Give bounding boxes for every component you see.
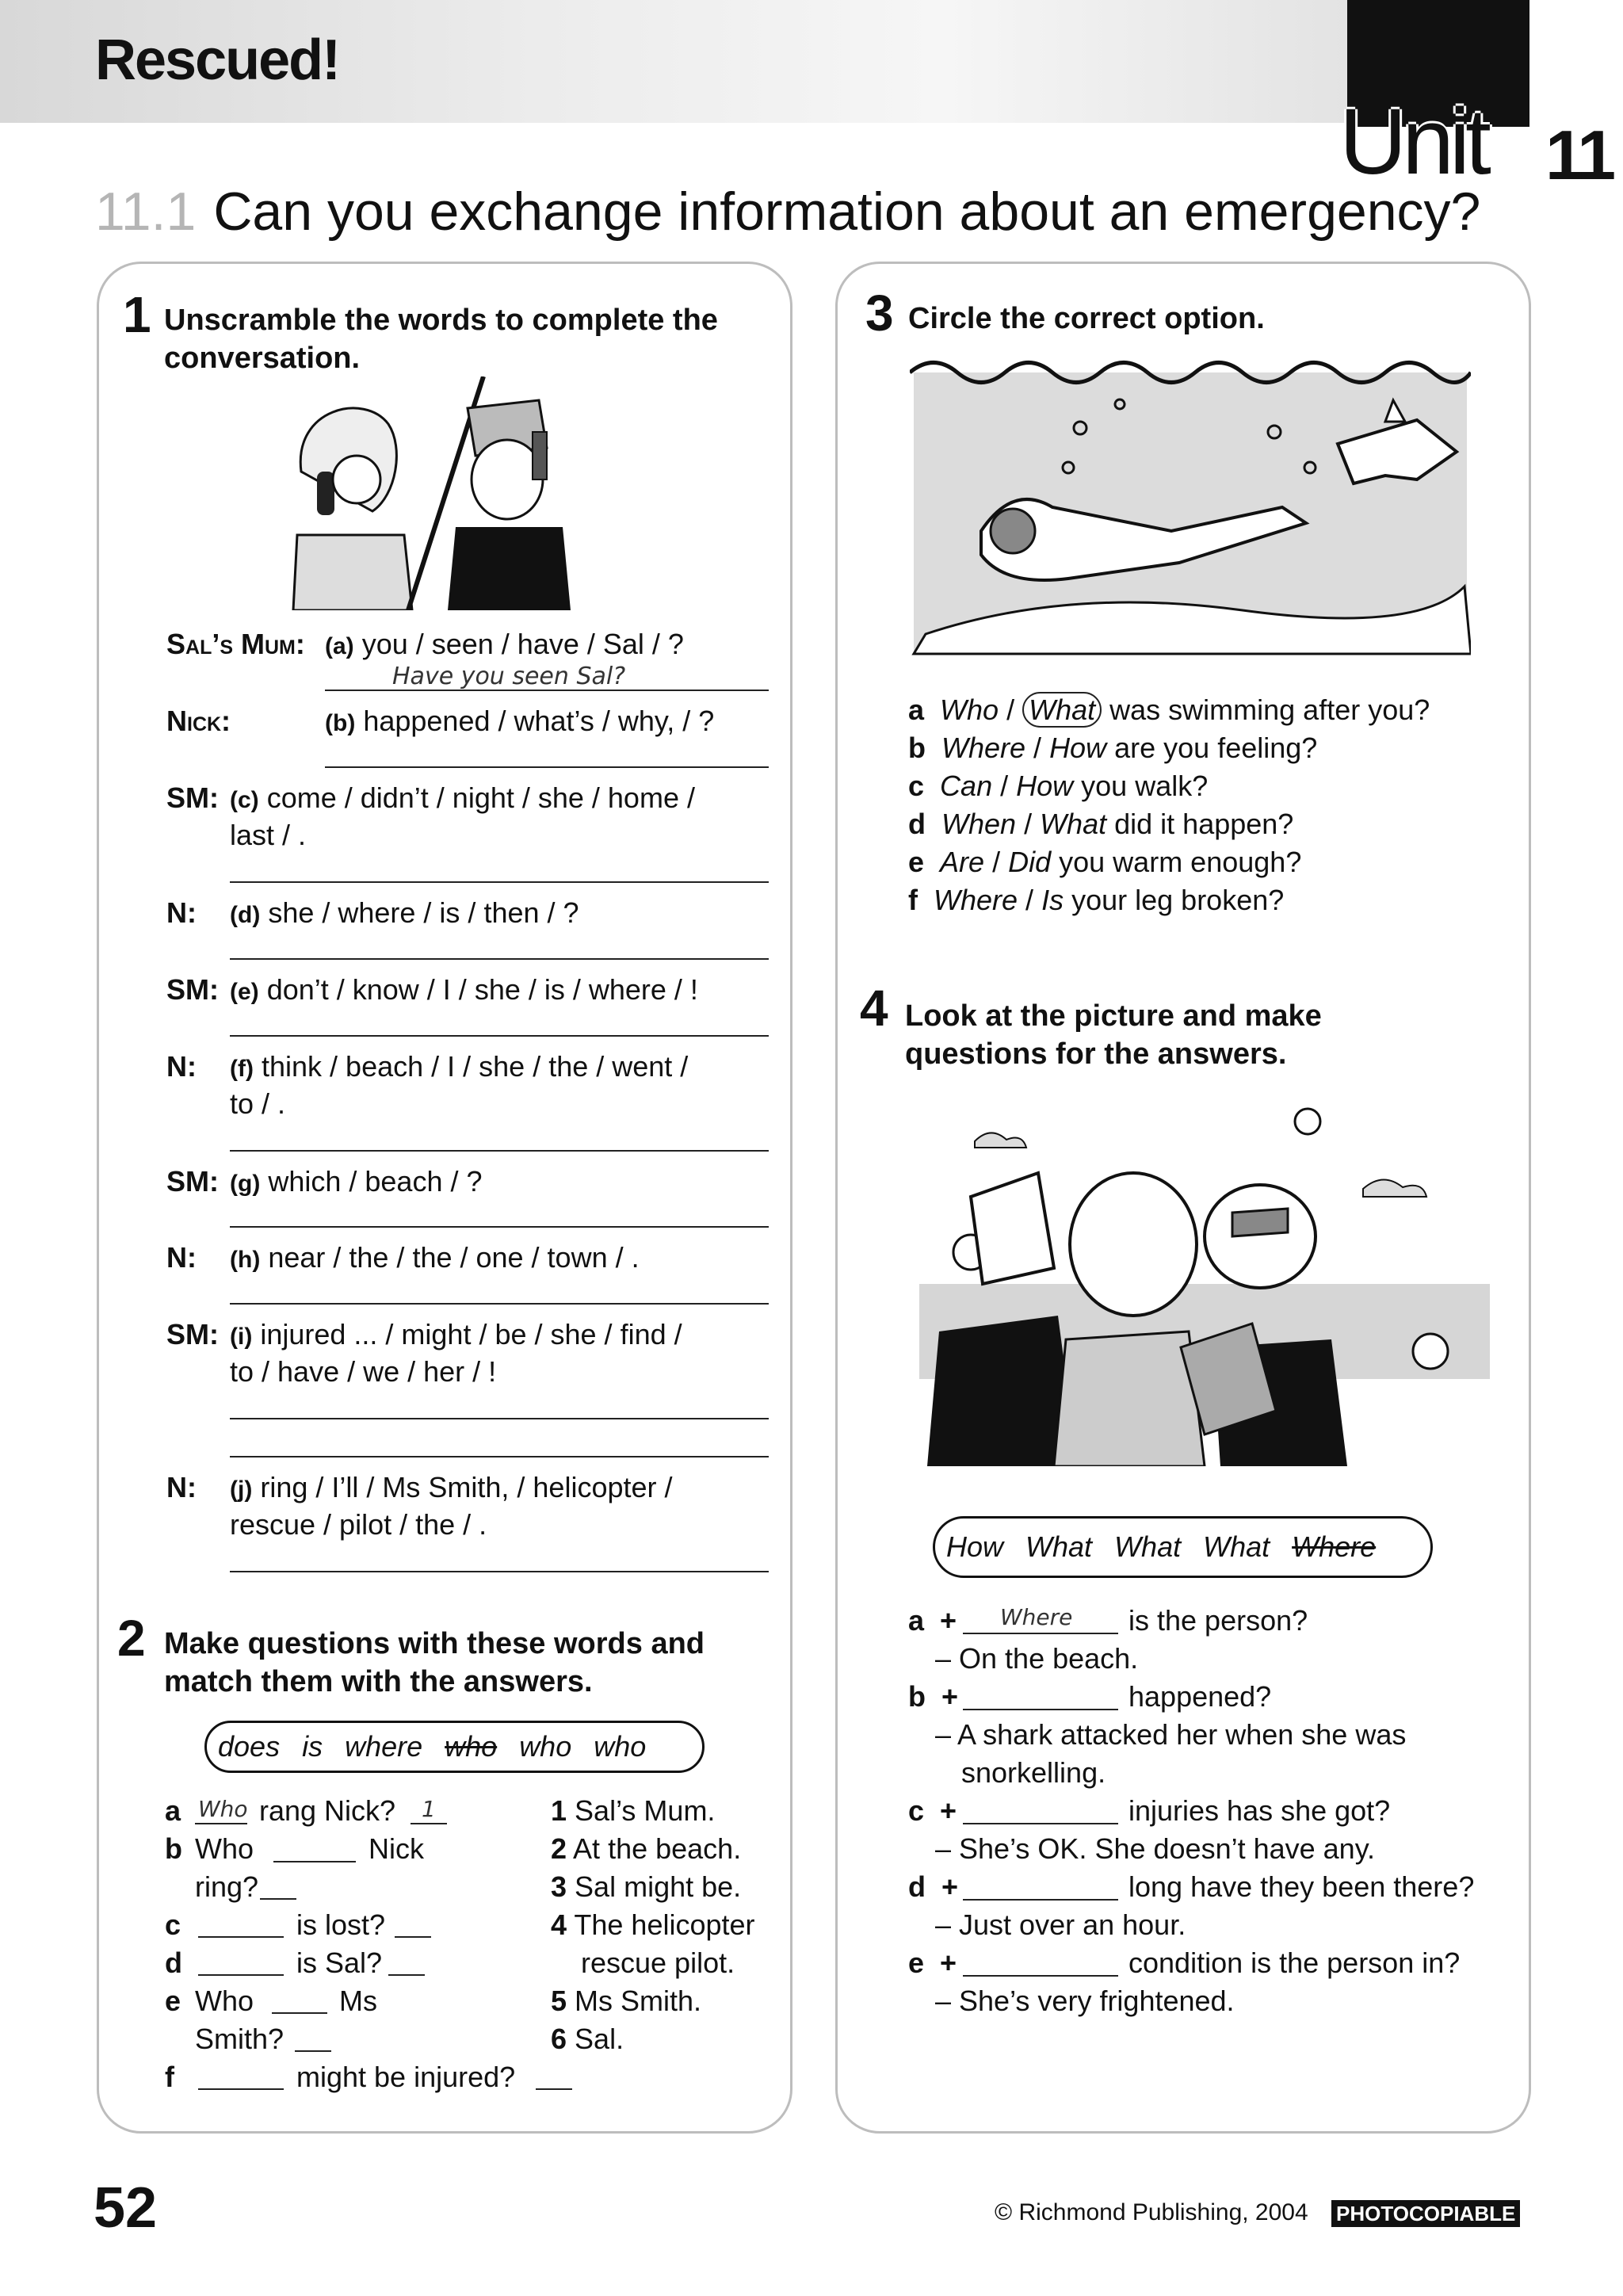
- ex2-blank-a[interactable]: [195, 1823, 247, 1824]
- ex2-match-blank-a[interactable]: [411, 1823, 447, 1824]
- ex2-answer-2: 2 At the beach.: [551, 1832, 742, 1865]
- ex3-option-what-d[interactable]: What: [1040, 808, 1107, 840]
- ex4-blank-b[interactable]: [963, 1709, 1118, 1710]
- ex2-number: 2: [117, 1610, 146, 1667]
- ex1-answer-line-b[interactable]: [325, 766, 769, 768]
- ex3-option-how[interactable]: How: [1049, 732, 1107, 764]
- ex3-option-who[interactable]: Who: [940, 693, 999, 726]
- ex2-answer-3: 3 Sal might be.: [551, 1870, 742, 1903]
- ex3-option-where-f[interactable]: Where: [934, 884, 1018, 916]
- ex3-option-when[interactable]: When: [941, 808, 1017, 840]
- unit-label: Unit: [1339, 90, 1487, 194]
- ex3-option-where[interactable]: Where: [941, 732, 1026, 764]
- ex2-blank-b[interactable]: [273, 1861, 356, 1862]
- ex1-answer-line-i1[interactable]: [230, 1418, 769, 1419]
- ex1-answer-line-a[interactable]: [325, 690, 769, 691]
- ex2-answer-4: 4 The helicopter: [551, 1908, 755, 1941]
- ex4-word-box: How What What What Where: [933, 1516, 1433, 1578]
- phone-call-illustration: [277, 376, 579, 610]
- ex2-title-line1: Make questions with these words and: [164, 1627, 705, 1660]
- ex3-item-f: f Where / Is your leg broken?: [908, 884, 1285, 916]
- ex2-blank-d[interactable]: [198, 1974, 284, 1976]
- page-title: Rescued!: [95, 29, 340, 92]
- ex1-answer-line-c[interactable]: [230, 881, 769, 883]
- ex1-number: 1: [123, 286, 151, 343]
- ex2-blank-c[interactable]: [198, 1936, 284, 1938]
- underwater-shark-illustration: [910, 349, 1471, 682]
- ex3-option-what[interactable]: What: [1022, 692, 1102, 728]
- ex2-blank-e[interactable]: [272, 2012, 327, 2014]
- ex1-answer-line-d[interactable]: [230, 958, 769, 960]
- ex4-title-line1: Look at the picture and make: [905, 999, 1322, 1033]
- ex3-option-is[interactable]: Is: [1041, 884, 1064, 916]
- ex3-number: 3: [865, 285, 894, 342]
- ex3-item-d: d When / What did it happen?: [908, 808, 1294, 840]
- ex2-answer-6: 6 Sal.: [551, 2023, 624, 2055]
- ex2-word-box: does is where who who who: [204, 1721, 705, 1773]
- ex2-match-blank-c[interactable]: [395, 1936, 431, 1938]
- page-number: 52: [94, 2176, 158, 2240]
- ex4-blank-d[interactable]: [963, 1899, 1118, 1901]
- ex3-option-how-c[interactable]: How: [1016, 770, 1074, 802]
- ex3-item-e: e Are / Did you warm enough?: [908, 846, 1302, 878]
- ex3-title: Circle the correct option.: [908, 302, 1265, 335]
- ex2-answer-1: 1 Sal’s Mum.: [551, 1794, 716, 1827]
- section-title: Can you exchange information about an emergency?: [213, 181, 1481, 242]
- ex3-option-can[interactable]: Can: [940, 770, 993, 802]
- ex4-answer-a: Where: [1000, 1604, 1073, 1630]
- ex3-item-a: a Who / What was swimming after you?: [908, 693, 1430, 726]
- ex1-answer-line-f[interactable]: [230, 1150, 769, 1152]
- ex2-match-blank-b[interactable]: [260, 1898, 296, 1900]
- ex3-item-b: b Where / How are you feeling?: [908, 732, 1318, 764]
- ex2-match-blank-e[interactable]: [295, 2050, 331, 2052]
- photocopiable-badge: PHOTOCOPIABLE: [1331, 2200, 1520, 2227]
- beach-rescue-illustration: [919, 1094, 1490, 1466]
- ex2-blank-f[interactable]: [198, 2088, 284, 2090]
- ex2-answer-5: 5 Ms Smith.: [551, 1985, 702, 2017]
- ex4-blank-a[interactable]: [963, 1633, 1118, 1634]
- ex2-match-a: 1: [422, 1796, 436, 1822]
- section-number: 11.1: [95, 181, 197, 242]
- ex1-answer-line-i2[interactable]: [230, 1456, 769, 1457]
- ex2-match-blank-d[interactable]: [388, 1974, 425, 1976]
- ex1-answer-line-g[interactable]: [230, 1226, 769, 1228]
- ex4-blank-c[interactable]: [963, 1823, 1118, 1824]
- ex1-title-line2: conversation.: [164, 342, 361, 375]
- ex3-option-did[interactable]: Did: [1008, 846, 1052, 878]
- ex3-option-are[interactable]: Are: [940, 846, 985, 878]
- ex4-blank-e[interactable]: [963, 1975, 1118, 1977]
- ex4-title-line2: questions for the answers.: [905, 1037, 1287, 1071]
- ex1-answer-a: Have you seen Sal?: [392, 663, 626, 690]
- ex1-title-line1: Unscramble the words to complete the: [164, 304, 718, 337]
- copyright: © Richmond Publishing, 2004: [995, 2199, 1308, 2225]
- ex2-answer-a: Who: [198, 1796, 248, 1822]
- ex2-match-blank-f[interactable]: [536, 2088, 572, 2090]
- section-heading: [95, 181, 1480, 243]
- ex2-title-line2: match them with the answers.: [164, 1665, 593, 1698]
- ex4-number: 4: [860, 980, 888, 1037]
- ex1-answer-line-j[interactable]: [230, 1571, 769, 1572]
- unit-number: 11: [1545, 116, 1613, 194]
- ex1-answer-line-e[interactable]: [230, 1035, 769, 1037]
- ex1-answer-line-h[interactable]: [230, 1303, 769, 1305]
- ex3-item-c: c Can / How you walk?: [908, 770, 1209, 802]
